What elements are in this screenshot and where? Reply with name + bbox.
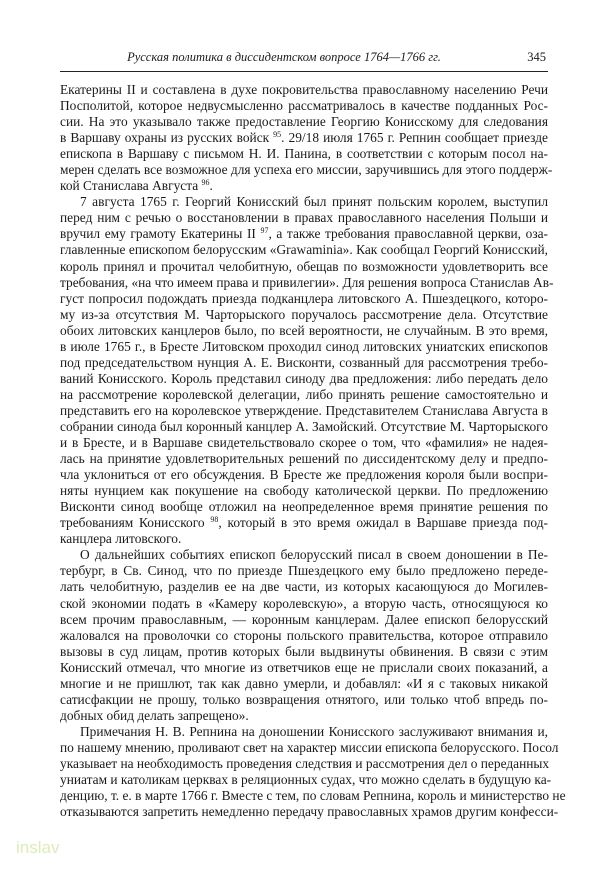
text-segment: всем прочим православным, — коронным канцлерам. Далее епископ белорусский: [60, 611, 548, 627]
text-segment: О дальнейших событиях епископ белорусский писал в своем доношении в Пе-: [80, 547, 548, 563]
running-title: Русская политика в диссидентском вопросе 1764—1766 гг.: [127, 50, 441, 64]
text-line: [60, 772, 552, 788]
text-segment: под председательством нунция А. Е. Висконти, созванный для рассмотрения требо-: [60, 354, 548, 370]
text-line: [60, 692, 548, 708]
text-line: [60, 82, 548, 98]
text-line: [60, 531, 548, 547]
text-segment: . 29/18 июля 1765 г. Репнин сообщает приезде: [281, 130, 548, 146]
text-line: [60, 515, 548, 531]
text-segment: няты нунцием как покушение на свободу католической церкви. По предложению: [60, 483, 548, 499]
text-line: [60, 628, 548, 644]
text-line: [60, 483, 548, 499]
text-segment: 7 августа 1765 г. Георгий Конисский был принят польским королем, выступил: [80, 194, 548, 210]
text-line: [60, 146, 548, 162]
text-line: [60, 499, 548, 515]
text-segment: чла уклониться от его обсуждения. В Бресте же предложения короля были воспри-: [60, 467, 548, 483]
text-line: [60, 307, 548, 323]
text-segment: , который в это время ожидал в Варшаве приезда под-: [218, 515, 548, 531]
text-line: [60, 226, 548, 242]
text-segment: , а также требования православной церкви, оза-: [268, 226, 549, 242]
text-segment: сии. На это указывало также предоставление Георгию Конисскому для следования: [60, 114, 548, 130]
text-segment: указывает на необходимость проведения следствия и рассмотрения дел о переданных: [60, 755, 550, 771]
text-segment: многие и не пришлют, так как давно умерли, и добавлял: «И я с таковых никакой: [60, 675, 548, 691]
text-segment: и в Бресте, и в Варшаве свидетельствовало скорее о том, что «фамилия» не надея-: [60, 435, 548, 451]
page-number: 345: [527, 50, 546, 64]
text-segment: главленные епископом белорусским «Grawaminia». Как сообщал Георгий Конисский,: [60, 242, 548, 258]
text-segment: Екатерины II и составлена в духе покровительства православному населению Речи: [60, 82, 548, 97]
text-segment: мерен сделать все возможное для успеха его миссии, заручившись для этого поддерж-: [60, 162, 553, 178]
text-line: [60, 708, 548, 724]
text-segment: кой Станислава Августа: [60, 178, 202, 194]
text-segment: представить его на королевское утверждение. Представителем Станислава Августа в: [60, 402, 548, 418]
text-segment: тербург, в Св. Синод, что по приезде Пшездецкого ему было предложено переде-: [60, 563, 548, 579]
text-segment: .: [209, 178, 213, 194]
text-segment: Примечания Н. В. Репнина на доношении Конисского заслуживают внимания и,: [80, 723, 548, 739]
text-segment: Висконти синод вообще отложил на неопределенное время принятие решения по: [60, 499, 548, 515]
text-segment: епископа в Варшаву с письмом Н. И. Панина, в соответствии с которым посол на-: [60, 146, 548, 162]
text-line: [60, 724, 548, 740]
text-line: [60, 660, 548, 676]
text-segment: густ попросил подождать приезда подканцлера литовского А. Пшездецкого, которо-: [60, 290, 548, 306]
text-line: [60, 355, 548, 371]
text-segment: в Варшаву охраны из русских войск: [60, 130, 274, 146]
text-segment: лась на принятие удовлетворительных решений по диссидентскому делу и предпо-: [60, 451, 548, 467]
text-segment: король принял и прочитал челобитную, обещав по возможности удовлетворить все: [60, 258, 548, 274]
text-line: [60, 130, 548, 146]
text-segment: канцлера литовского.: [60, 531, 182, 547]
text-line: [60, 259, 548, 275]
text-line: [60, 403, 548, 419]
text-segment: вызовы в суд лицам, против которых были выдвинуты обвинения. В связи с этим: [60, 643, 548, 659]
footnote-ref[interactable]: 98: [210, 515, 219, 525]
text-line: [60, 644, 548, 660]
text-segment: собрании синода был коронный канцлер А. Замойский. Отсутствие М. Чарторыского: [60, 418, 548, 434]
text-segment: ской экономии подать в «Камеру королевскую», а вторую часть, относящуюся ко: [60, 595, 548, 611]
text-line: [60, 596, 548, 612]
text-line: [60, 210, 548, 226]
text-line: [60, 579, 548, 595]
text-line: [60, 339, 548, 355]
text-line: [60, 194, 548, 210]
text-segment: Конисский отмечал, что многие из ответчиков еще не прислали своих показаний, а: [60, 659, 548, 675]
text-segment: жаловался на проволочки со стороны польского правительства, которое отправило: [60, 627, 548, 643]
footnote-ref[interactable]: 97: [260, 226, 269, 236]
text-segment: по нашему мнению, проливают свет на характер миссии епископа белорусского. Посол: [60, 739, 559, 755]
page-header: [60, 48, 548, 68]
text-line: [60, 467, 548, 483]
text-line: [60, 547, 548, 563]
paragraph: [60, 194, 554, 547]
text-line: [60, 371, 548, 387]
text-segment: отказываются запретить немедленно передачу православных храмов другим конфесси-: [60, 804, 559, 820]
text-segment: требованиям Конисского: [60, 515, 211, 531]
text-line: [60, 739, 559, 756]
text-line: [60, 676, 548, 692]
text-segment: в июле 1765 г., в Бресте Литовском проходил синод литовских униатских епископов: [60, 338, 548, 354]
text-line: [60, 291, 548, 307]
text-line: [60, 435, 548, 451]
body-text: [60, 82, 566, 820]
text-segment: униатам и католикам церквах в реляционных судах, что можно сделать в будущую ка-: [60, 772, 552, 788]
text-line: [60, 114, 548, 130]
text-line: [60, 756, 548, 772]
text-line: [60, 178, 548, 194]
text-segment: ваний Конисского. Король представил синоду два предложения: либо передать дело: [60, 370, 548, 386]
text-line: [60, 242, 548, 258]
text-segment: обоих литовских канцлеров было, по всей вероятности, не случайным. В это время,: [60, 322, 548, 338]
text-segment: лать челобитную, разделив ее на две части, из которых касающуюся до Могилев-: [60, 579, 548, 595]
watermark: inslav: [16, 838, 60, 857]
text-line: [60, 419, 548, 435]
text-line: [60, 788, 566, 804]
text-line: [60, 387, 548, 403]
text-segment: сатисфакции не прошу, только возвращения отнятого, или только чтоб впредь по-: [60, 691, 548, 707]
text-line: [60, 563, 548, 579]
text-segment: на рассмотрение королевской делегации, либо принять решение самостоятельно и: [60, 386, 548, 402]
footnote-ref[interactable]: 96: [201, 178, 210, 188]
text-segment: вручил ему грамоту Екатерины II: [60, 226, 261, 242]
text-line: [60, 612, 548, 628]
text-line: [60, 323, 548, 339]
text-line: [60, 804, 559, 820]
header-rule: [60, 71, 548, 72]
text-line: [60, 451, 548, 467]
footnote-ref[interactable]: 95: [273, 130, 282, 140]
text-segment: Посполитой, которое недвусмысленно рассматривалось в качестве подданных Рос-: [60, 98, 548, 114]
paragraph: [60, 547, 548, 724]
text-line: [60, 274, 554, 291]
text-line: [60, 162, 553, 178]
paragraph: [60, 723, 566, 820]
paragraph: [60, 82, 553, 194]
text-segment: му из-за отсутствия М. Чарторыского поручалось рассмотрение дела. Отсутствие: [60, 306, 548, 322]
text-segment: требования, «на что имеем права и привилегии». Для решения вопроса Станислав Ав-: [60, 274, 554, 290]
text-line: [60, 98, 548, 114]
text-segment: перед ним с речью о восстановлении в правах православного населения Польши и: [60, 210, 548, 226]
text-segment: денцию, т. е. в марте 1766 г. Вместе с тем, по словам Репнина, король и министерство не: [60, 788, 566, 804]
text-segment: добных обид делать запрещено».: [60, 707, 249, 723]
